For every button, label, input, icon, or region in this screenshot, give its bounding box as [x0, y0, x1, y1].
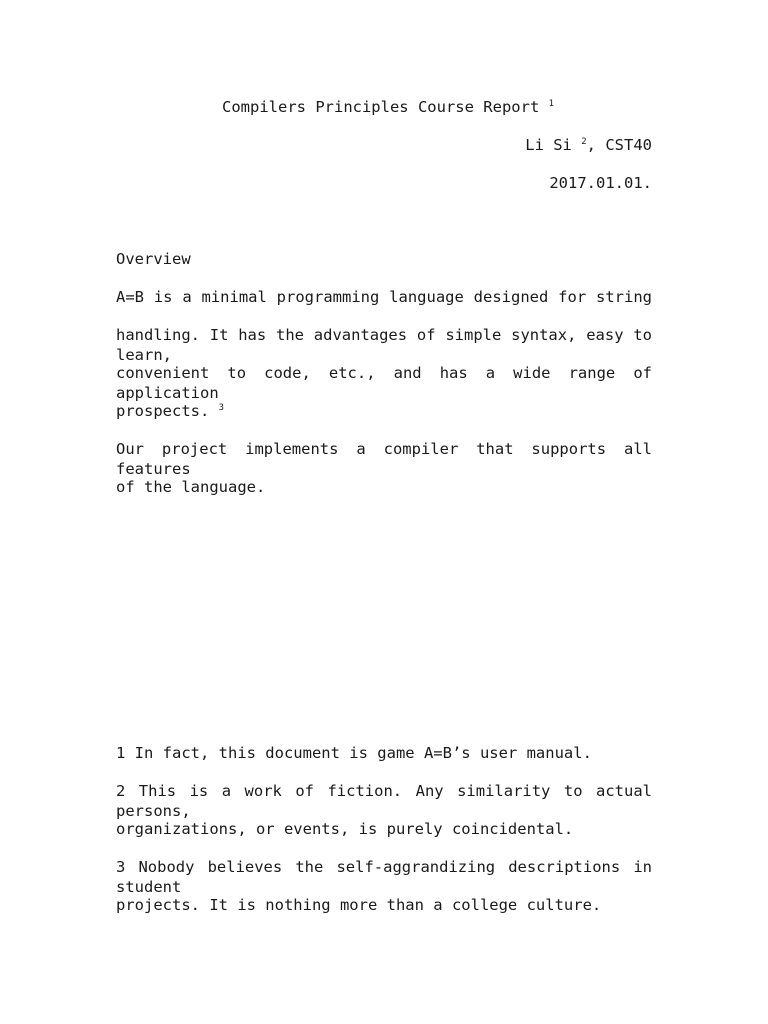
report-date: 2017.01.01. [549, 174, 652, 192]
footnote-3-line-2: projects. It is nothing more than a college culture. [116, 896, 602, 914]
report-title [222, 97, 554, 117]
overview-line-4-text: prospects. [116, 402, 210, 420]
footnote-ref-1: 1 [548, 99, 555, 109]
footnote-2-line-2: organizations, or events, is purely coincidental. [116, 820, 574, 838]
project-line-1: Our project implements a compiler that supports all features [116, 440, 652, 478]
footnote-ref-2: 2 [581, 137, 587, 147]
overview-line-1: A=B is a minimal programming language designed for string [116, 288, 652, 306]
footnote-2-line-1: 2 This is a work of fiction. Any similarity to actual persons, [116, 782, 652, 820]
footnote-3-line-1: 3 Nobody believes the self-aggrandizing descriptions in student [116, 858, 652, 896]
report-title-text: Compilers Principles Course Report [222, 98, 540, 116]
overview-line-3: convenient to code, etc., and has a wide range of application [116, 364, 652, 402]
overview-line-2: handling. It has the advantages of simple syntax, easy to learn, [116, 326, 652, 364]
author-class: , CST40 [586, 136, 652, 154]
project-line-2: of the language. [116, 478, 266, 496]
footnote-ref-3: 3 [218, 403, 225, 413]
overview-heading: Overview [116, 250, 191, 268]
author-name: Li Si [525, 136, 572, 154]
overview-line-4 [116, 401, 652, 421]
author-line [525, 135, 652, 155]
footnote-1: 1 In fact, this document is game A=B’s user manual. [116, 744, 592, 762]
